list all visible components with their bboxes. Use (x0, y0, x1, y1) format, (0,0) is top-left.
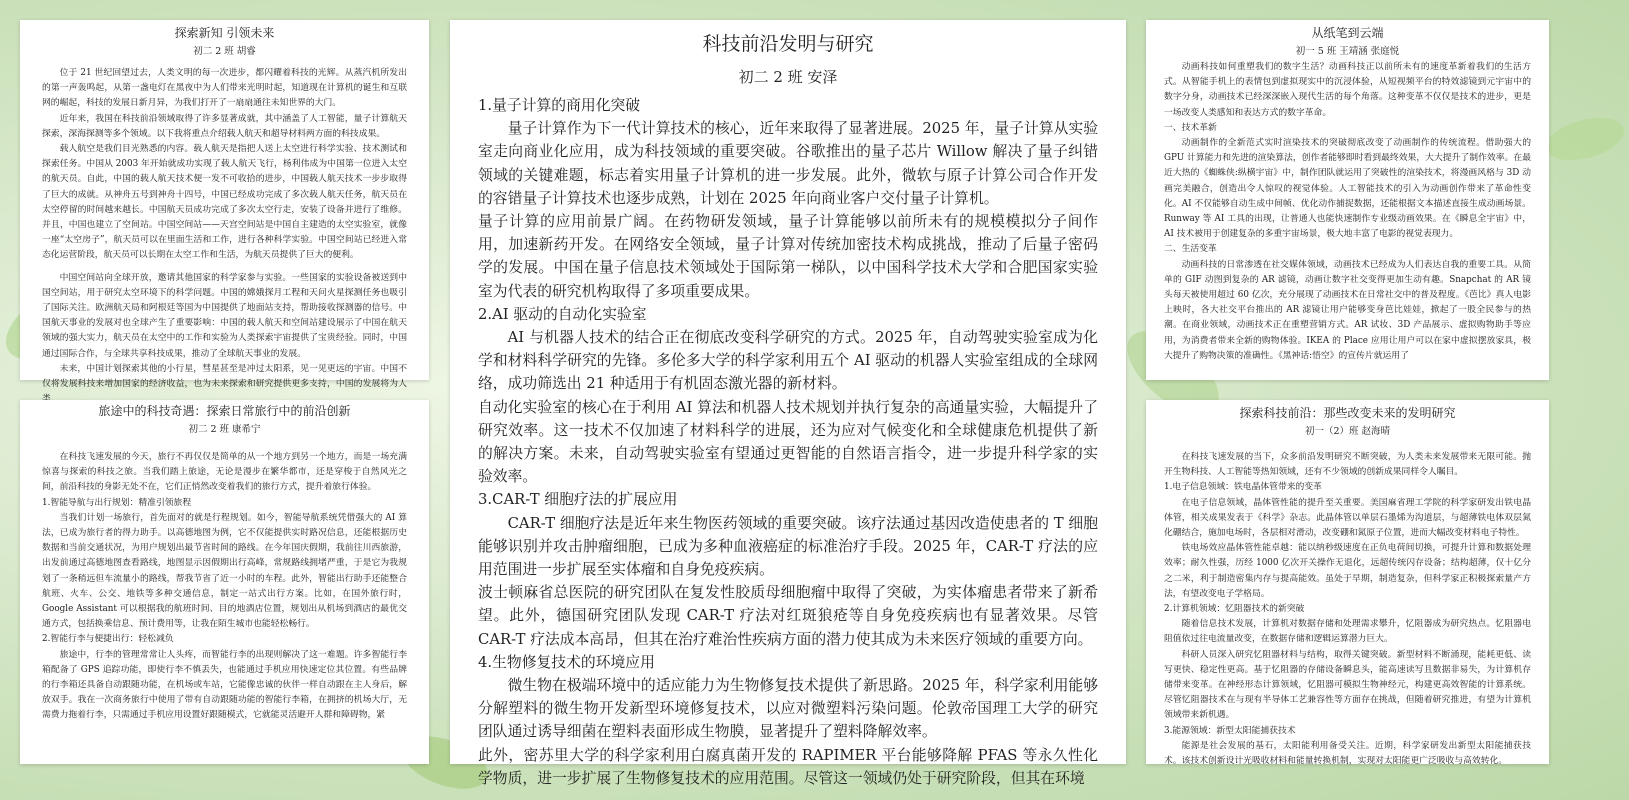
section-heading: 3.能源领域：新型太阳能捕获技术 (1164, 725, 1296, 736)
paragraph: 近年来，我国在科技前沿领域取得了许多显著成就，其中涵盖了人工智能，量子计算航天探索，深海探测等多个领域。以下我将重点介绍载人航天和超导材料两方面的科技成果。 (42, 113, 407, 139)
paragraph: AI 与机器人技术的结合正在彻底改变科学研究的方式。2025 年，自动驾驶实验室成为化学和材料科学研究的先锋。多伦多大学的科学家利用五个 AI 驱动的机器人实验室组成的全球网络，成功筛选出 21 种适用于有机固态激光器的新材料。 (478, 329, 1098, 393)
paragraph: 中国空间站向全球开放，邀请其他国家的科学家参与实验。一些国家的实验设备被送到中国空间站，用于研究太空环境下的科学问题。中国的嫦娥探月工程和天问火星探测任务也吸引了国际关注。欧洲航天局和阿根廷等国为中国提供了地面站支持，帮助接收探测器的信号。中国航天事业的发展对也全球产生了重要影响：中国的载人航天和空间站建设展示了中国在航天领域的强大实力，航天员在太空中的工作和实验为人类探索宇宙提供了宝贵经验。同时，中国通过国际合作，与全球共享科技成果，推动了全球航天事业的发展。 (42, 272, 407, 359)
section-heading: 二、生活变革 (1164, 244, 1217, 255)
paragraph: 在科技飞速发展的今天，旅行不再仅仅是简单的从一个地方到另一个地方，而是一场充满惊喜与探索的科技之旅。当我们踏上旅途，无论是漫步在繁华都市，还是穿梭于自然风光之间，前沿科技的身影无处不在，它们正悄然改变着我们的旅行方式，提升着旅行体验。 (42, 452, 407, 493)
background-leaf (1541, 110, 1628, 167)
paragraph: 位于 21 世纪回望过去，人类文明的每一次进步，都闪耀着科技的光辉。从蒸汽机所发出的第一声轰鸣起，从第一盏电灯在黑夜中为人们带来光明时起，知道现在计算机的诞生和互联网的崛起，科技的发展日新月异，为我们打开了一扇扇通往未知世界的大门。 (42, 68, 407, 109)
document-page-bottom-right (1146, 400, 1549, 767)
section-heading: 1.智能导航与出行规划：精准引领旅程 (42, 497, 192, 508)
document-page-top-left (20, 20, 429, 390)
paragraph: 动画科技如何重塑我们的数字生活？动画科技正以前所未有的速度革新着我们的生活方式。从智能手机上的表情包到虚拟现实中的沉浸体验，从短视频平台的特效滤镜到元宇宙中的数字分身，动画技术已经深深嵌入现代生活的每个角落。这种变革不仅仅是技术的进步，更是一场改变人类感知和表达方式的数字革命。 (1164, 62, 1531, 118)
section-heading: 3.CAR-T 细胞疗法的扩展应用 (478, 491, 678, 509)
section-heading: 1.量子计算的商用化突破 (478, 97, 641, 114)
page-author: 初二 2 班 康希宁 (188, 424, 261, 435)
page-title: 从纸笔到云端 (1311, 26, 1384, 40)
paragraph: 此外，密苏里大学的科学家利用白腐真菌开发的 RAPIMER 平台能够降解 PFAS 等永久性化学物质，进一步扩展了生物修复技术的应用范围。尽管这一领域仍处于研究阶段，但其在环境 (478, 746, 1098, 787)
section-heading: 2.AI 驱动的自动化实验室 (478, 305, 647, 323)
section-heading: 1.电子信息领域：铁电晶体管带来的变革 (1164, 482, 1322, 493)
paragraph: 动画科技的日常渗透在社交媒体领域，动画技术已经成为人们表达自我的重要工具。从简单的 GIF 动图到复杂的 AR 滤镜，动画让数字社交变得更加生动有趣。Snapchat 的 AR 镜头每天被使用超过 60 亿次，充分展现了动画技术在日常社交中的普及程度。《芭比》真人电影上映时，各大社交平台推出的 AR 滤镜让用户能够变身芭比娃娃，掀起了一股全民参与的热潮。在商业领域，动画技术正在重塑营销方式。AR 试妆、3D 产品展示、虚拟购物助手等应用，为消费者带来全新的购物体验。IKEA 的 Place 应用让用户可以在家中虚拟摆放家具，极大提升了购物决策的准确性。《黑神话:悟空》的宣传片就运用了 (1164, 259, 1531, 361)
page-title: 旅途中的科技奇遇：探索日常旅行中的前沿创新 (98, 404, 351, 418)
paragraph: 旅途中，行李的管理常常让人头疼，而智能行李的出现则解决了这一难题。许多智能行李箱配备了 GPS 追踪功能，即使行李不慎丢失，也能通过手机应用快速定位其位置。有些品牌的行李箱还具备自动跟随功能，在机场或车站，它能像忠诚的伙伴一样自动跟在主人身后，解放双手。我在一次商务旅行中使用了带有自动跟随功能的智能行李箱，在拥挤的机场大厅，无需费力拖着行李，只需通过手机应用设置好跟随模式，它就能灵活避开人群和障碍物，紧 (42, 649, 407, 721)
paragraph: 未来，中国计划探索其他的小行星，彗星甚至是冲过太阳系，见一见更远的宇宙。中国不仅将发展科技来增加国家的经济收益，也为未来探索和研究提供更多支持，中国的发展将为人 (42, 363, 407, 390)
page-author: 初二 2 班 安泽 (738, 68, 838, 86)
page-body (478, 94, 1098, 790)
page-author: 初一 5 班 王靖涵 张庭悦 (1295, 46, 1400, 57)
page-body (42, 450, 407, 724)
page-author: 初二 2 班 胡睿 (193, 46, 256, 57)
document-page-bottom-left (20, 400, 429, 764)
section-heading: 2.计算机领域：忆阻器技术的新突破 (1164, 604, 1305, 615)
section-heading: 一、技术革新 (1164, 122, 1217, 133)
paragraph: 当我们计划一场旅行，首先面对的就是行程规划。如今，智能导航系统凭借强大的 AI 算法，已成为旅行者的得力助手。以高德地图为例，它不仅能提供实时路况信息，还能根据历史数据和当前交通状况，为用户规划出最节省时间的路线。在今年国庆假期，我前往川西旅游，出发前通过高德地图查看路线，地图显示因假期出行高峰，常规路线拥堵严重，于是它为我规划了一条稍远但车流量小的路线，帮我节省了近一小时的车程。此外，智能出行助手还能整合航班、火车、公交、地铁等多种交通信息，制定一站式出行方案。比如，在国外旅行时，Google Assistant 可以根据我的航班时间、目的地酒店位置，规划出从机场到酒店的最优交通方式，包括换乘信息、预计费用等，让我在陌生城市也能轻松畅行。 (42, 512, 407, 630)
document-page-center (450, 20, 1126, 787)
paragraph: 科研人员深入研究忆阻器材料与结构，取得关键突破。新型材料不断涌现，能耗更低、读写更快、稳定性更高。基于忆阻器的存储设备瞬息头，能高速读写且数据非易失，为计算机存储带来变革。在神经形态计算领域，忆阻器可模拟生物神经元，构建更高效智能的计算系统。尽管忆阻器技术在与现有半导体工艺兼容性等方面存在挑战，但随着研究推进，有望为计算机领域带来新机遇。 (1164, 649, 1531, 721)
paragraph: 微生物在极端环境中的适应能力为生物修复技术提供了新思路。2025 年，科学家利用能够分解塑料的微生物开发新型环境修复技术，以应对微塑料污染问题。伦敦帝国理工大学的研究团队通过诱导细菌在塑料表面形成生物膜，显著提升了塑料降解效率。 (478, 677, 1098, 741)
section-heading: 4.生物修复技术的环境应用 (478, 653, 655, 671)
paragraph: 在电子信息领域，晶体管性能的提升至关重要。美国麻省理工学院的科学家研发出铁电晶体管，相关成果发表于《科学》杂志。此晶体管以单层石墨烯为沟道层，与超薄铁电体双层氮化硼结合，施加电场时，各层相对滑动，改变硼和氮原子位置，进而大幅改变材料电子特性。 (1164, 497, 1531, 539)
paragraph: 量子计算的应用前景广阔。在药物研发领域，量子计算能够以前所未有的规模模拟分子间作用，加速新药开发。在网络安全领域，量子计算对传统加密技术构成挑战，推动了后量子密码学的发展。中国在量子信息技术领域处于国际第一梯队，以中国科学技术大学和合肥国家实验室为代表的研究机构取得了多项重要成果。 (478, 213, 1098, 300)
document-page-top-right (1146, 20, 1549, 380)
page-body (1164, 60, 1531, 364)
paragraph: 自动化实验室的核心在于利用 AI 算法和机器人技术规划并执行复杂的高通量实验，大幅提升了研究效率。这一技术不仅加速了材料科学的进展，还为应对气候变化和全球健康危机提供了新的解决方案。未来，自动驾驶实验室有望通过更智能的自然语言指令，进一步提升科学家的实验效率。 (478, 398, 1098, 486)
section-heading: 2.智能行李与便捷出行：轻松减负 (42, 634, 174, 645)
paragraph: 铁电场效应晶体管性能卓越：能以纳秒级速度在正负电荷间切换，可提升计算和数据处理效率；耐久性强，历经 1000 亿次开关操作无退化，远超传统闪存设备；结构超薄，仅十亿分之二米，利于制造密集内存与提高能效。虽处于早期，制造复杂，但科学家正积极探索量产方法，有望改变电子学格局。 (1164, 543, 1531, 599)
paragraph: 量子计算作为下一代计算技术的核心，近年来取得了显著进展。2025 年，量子计算从实验室走向商业化应用，成为科技领域的重要突破。谷歌推出的量子芯片 Willow 解决了量子纠错领域的关键难题，标志着实用量子计算机的进一步发展。此外，微软与原子计算公司合作开发的容错量子计算技术也逐步成熟，计划在 2025 年向商业客户交付量子计算机。 (478, 120, 1098, 207)
paragraph: CAR-T 细胞疗法是近年来生物医药领域的重要突破。该疗法通过基因改造使患者的 T 细胞能够识别并攻击肿瘤细胞，已成为多种血液癌症的标准治疗手段。2025 年，CAR-T 疗法的应用范围进一步扩展至实体瘤和自身免疫疾病。 (478, 514, 1098, 579)
page-body (42, 66, 407, 407)
paragraph: 随着信息技术发展，计算机对数据存储和处理需求攀升，忆阻器成为研究热点。忆阻器电阻值依过往电流量改变，在数据存储和逻辑运算潜力巨大。 (1164, 619, 1531, 645)
paragraph: 动画制作的全新范式实时渲染技术的突破彻底改变了动画制作的传统流程。借助强大的 GPU 计算能力和先进的渲染算法，创作者能够即时看到最终效果，大大提升了制作效率。在最近大热的《蜘蛛侠:纵横宇宙》中，制作团队就运用了突破性的渲染技术，将漫画风格与 3D 动画完美融合，创造出令人惊叹的视觉体验。人工智能技术的引入为动画创作带来了革命性变化。AI 不仅能够自动生成中间帧、优化动作捕捉数据，还能根据文本描述直接生成动画场景。Runway 等 AI 工具的出现，让普通人也能快速制作专业级动画效果。在《瞬息全宇宙》中，AI 技术被用于创建复杂的多重宇宙场景，极大地丰富了电影的视觉表现力。 (1164, 138, 1531, 240)
paragraph: 在科技飞速发展的当下，众多前沿发明研究不断突破，为人类未来发展带来无限可能。抛开生物科技、人工智能等热知领域，还有不少领域的创新成果同样令人瞩目。 (1164, 452, 1531, 478)
paragraph: 能源是社会发展的基石，太阳能利用备受关注。近期，科学家研发出新型太阳能捕获技术。该技术创新设计光吸收材料和能量转换机制，实现对太阳能更广泛吸收与高效转化。 (1164, 740, 1531, 767)
paragraph: 载人航空是我们目光熟悉的内容。载人航天是指把人送上太空进行科学实验、技术测试和探索任务。中国从 2003 年开始就成功实现了载人航天飞行，杨利伟成为中国第一位进入太空的航天员。自此，中国的载人航天技术便一发不可收拾的进步，中国载人航天技术一步步取得了巨大的成就。从神舟五号到神舟十四号，中国已经成功完成了多次载人航天任务，航天员在太空停留的时间越来越长。中国航天员成功完成了多次太空行走，安装了设备并进行了维修。并且，中国也建立了空间站。中国空间站——天宫空间站是中国自主建造的太空实验室，就像一座“太空房子”，航天员可以在里面生活和工作，进行各种科学实验。中国空间站已经进入常态化运营阶段，航天员可以长期在太空工作和生活，为航天员提供了巨大的便利。 (42, 144, 407, 261)
page-title: 探索新知 引领未来 (174, 26, 275, 40)
page-title: 探索科技前沿：那些改变未来的发明研究 (1239, 406, 1456, 420)
page-body (1164, 450, 1531, 769)
page-title: 科技前沿发明与研究 (702, 33, 874, 55)
page-author: 初一（2）班 赵海晴 (1304, 426, 1391, 437)
paragraph: 波士顿麻省总医院的研究团队在复发性胶质母细胞瘤中取得了突破，为实体瘤患者带来了新希望。此外，德国研究团队发现 CAR-T 疗法对红斑狼疮等自身免疫疾病也有显著效果。尽管 CAR-T 疗法成本高昂，但其在治疗难治性疾病方面的潜力使其成为未来医疗领域的重要方向。 (478, 584, 1098, 648)
